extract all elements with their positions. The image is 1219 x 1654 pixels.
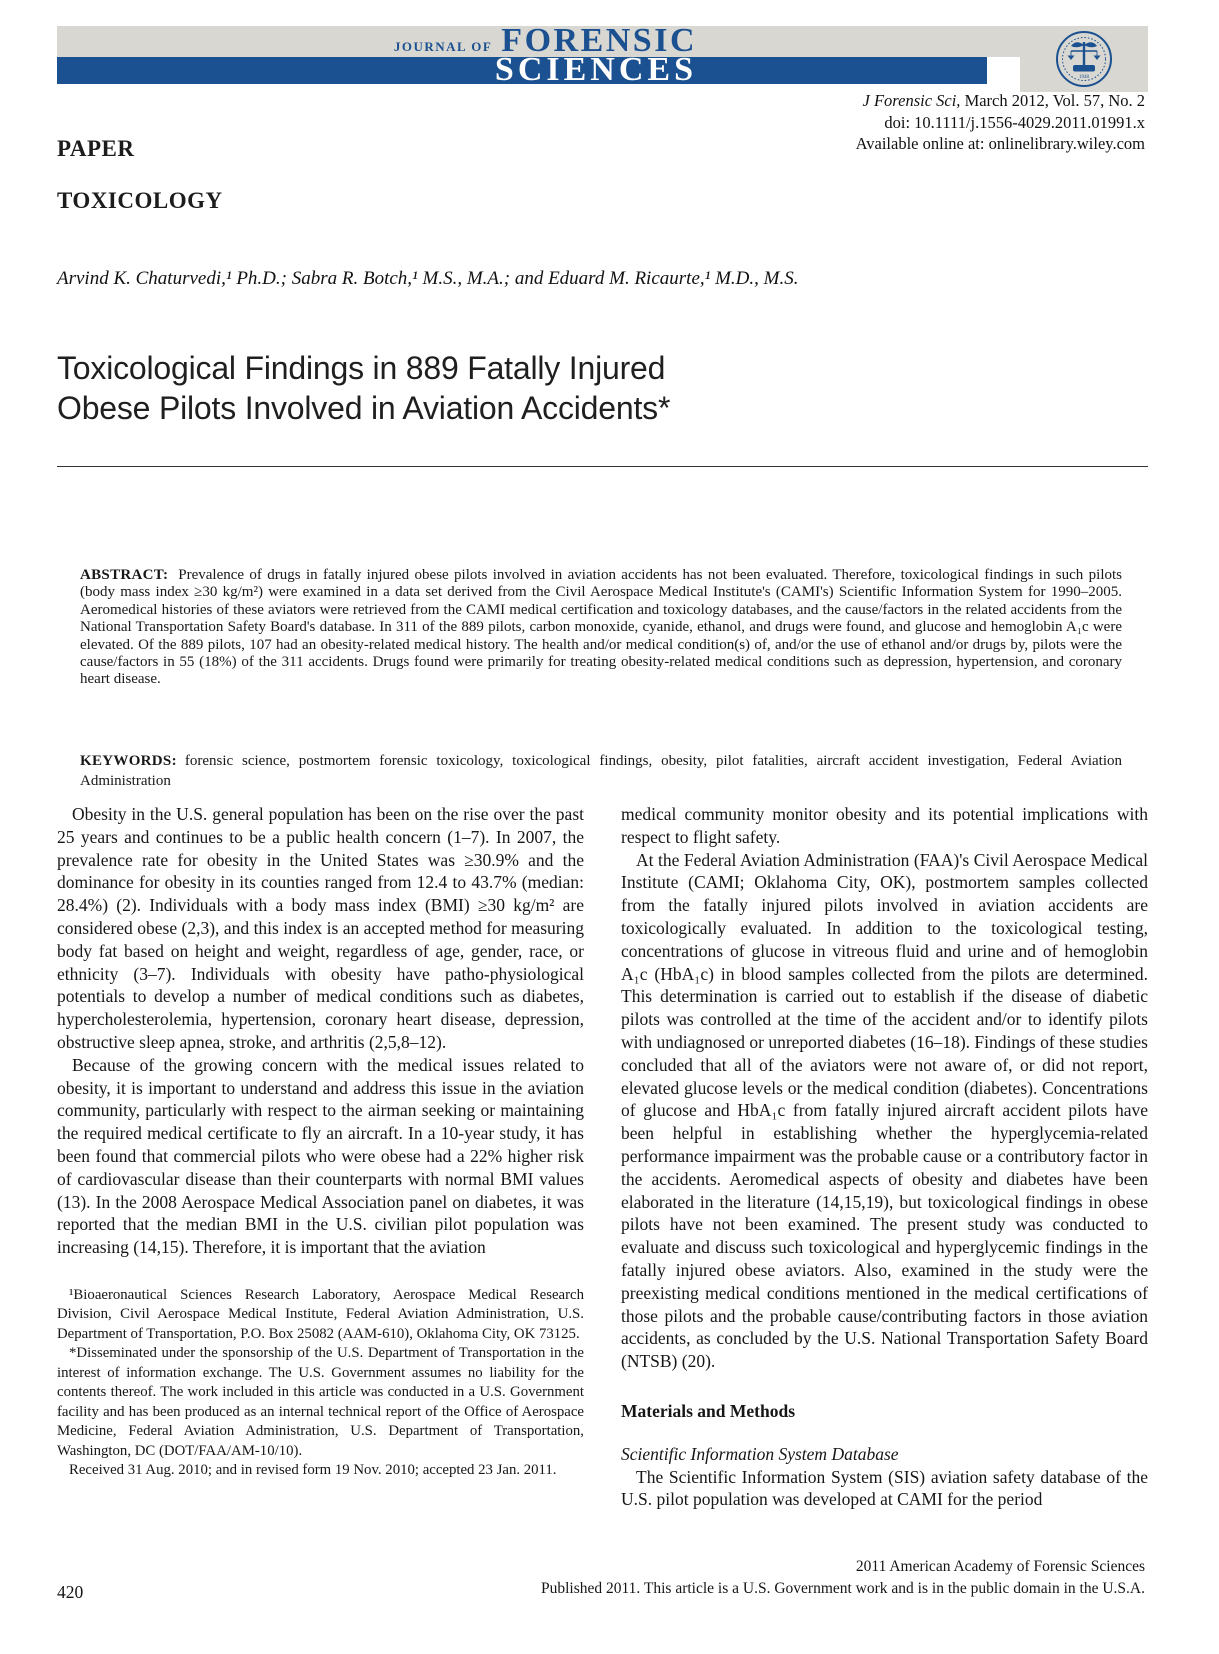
journal-title-forensic: FORENSIC: [501, 22, 697, 59]
body-paragraph: Because of the growing concern with the medical issues related to obesity, it is important to understand and address this issue in the aviation community, particularly with respect to the airman seeking or maintaining the required medical certificate to fly an aircraft. In a 10-year study, it has been found that commercial pilots who were obese had a 22% higher risk of cardiovascular disease than their counterparts with normal BMI values (13). In the 2008 Aerospace Medical Association panel on diabetes, it was reported that the median BMI in the U.S. civilian pilot population was increasing (14,15). Therefore, it is important that the aviation: [57, 1054, 584, 1258]
journal-title-sciences: SCIENCES: [494, 51, 697, 88]
keywords-label: KEYWORDS:: [80, 753, 177, 769]
authors-line: Arvind K. Chaturvedi,¹ Ph.D.; Sabra R. Botch,¹ M.S., M.A.; and Eduard M. Ricaurte,¹ M.D., M.S.: [57, 268, 799, 289]
citation-volume-line: J Forensic Sci, March 2012, Vol. 57, No. 2: [862, 91, 1145, 110]
journal-masthead: [57, 22, 1148, 92]
keywords-paragraph: [80, 752, 1122, 791]
materials-methods-heading: Materials and Methods: [621, 1400, 796, 1421]
article-title: [57, 348, 670, 428]
citation-doi: doi: 10.1111/j.1556-4029.2011.01991.x: [884, 112, 1145, 132]
received-dates-footnote: Received 31 Aug. 2010; and in revised form 19 Nov. 2010; accepted 23 Jan. 2011.: [69, 1462, 557, 1479]
body-paragraph: medical community monitor obesity and its potential implications with respect to flight safety.: [621, 804, 1148, 847]
copyright-line: 2011 American Academy of Forensic Sciences: [855, 1558, 1145, 1575]
article-title-line1: Toxicological Findings in 889 Fatally Injured: [57, 350, 666, 386]
page-number: 420: [57, 1582, 84, 1602]
public-domain-line: Published 2011. This article is a U.S. Government work and is in the public domain in the U.S.A.: [540, 1580, 1145, 1597]
journal-wordmark: [57, 22, 697, 88]
body-columns: [57, 803, 1148, 1511]
paper-label: PAPER: [57, 136, 135, 161]
abstract-text: Prevalence of drugs in fatally injured obese pilots involved in aviation accidents has not been evaluated. Therefore, toxicological findings in such pilots (body mass index ≥30 kg/m²) were examined in a data set derived from the Civil Aerospace Medical Institute's (CAMI's) Scientific Information System for 1990–2005. Aeromedical histories of these aviators were retrieved from the CAMI medical certification and toxicology databases, and the cause/factors in the related accidents from the National Transportation Safety Board's database. In 311 of the 889 pilots, carbon monoxide, cyanide, ethanol, and drugs were found, and glucose and hemoglobin A₁c were elevated. Of the 889 pilots, 107 had an obesity-related medical history. The health and/or medical condition(s) of, and/or the use of ethanol and/or drugs by, pilots were the cause/factors in 55 (18%) of the 311 accidents. Drugs found were primarily for treating obesity-related medical conditions such as depression, hypertension, and coronary heart disease.: [80, 567, 1122, 688]
citation-block: [856, 90, 1145, 155]
aafs-seal-box: [1020, 26, 1148, 92]
affiliation-footnote: ¹Bioaeronautical Sciences Research Laboratory, Aerospace Medical Research Division, Civil Aerospace Medical Institute, Federal Aviation Administration, U.S. Department of Transportation, P.O. Box 25082 (AAM-610), Oklahoma City, OK 73125.: [57, 1286, 584, 1342]
copyright-block: [541, 1556, 1145, 1600]
journal-of-label: JOURNAL OF: [393, 39, 493, 54]
title-divider: [57, 466, 1148, 467]
category-label: TOXICOLOGY: [57, 188, 223, 213]
citation-availability: Available online at: onlinelibrary.wiley.com: [855, 134, 1145, 153]
keywords-text: forensic science, postmortem forensic toxicology, toxicological findings, obesity, pilot fatalities, aircraft accident investigation, Federal Aviation Administration: [80, 753, 1122, 789]
body-paragraph: The Scientific Information System (SIS) aviation safety database of the U.S. pilot population was developed at CAMI for the period: [621, 1466, 1148, 1510]
aafs-seal-icon: [1054, 29, 1114, 89]
footnotes-block: [57, 1286, 584, 1481]
right-column: [621, 803, 1148, 1511]
left-column: [57, 803, 584, 1511]
abstract-paragraph: [80, 567, 1122, 689]
article-title-line2: Obese Pilots Involved in Aviation Accidents*: [57, 390, 671, 426]
disclaimer-footnote: *Disseminated under the sponsorship of the U.S. Department of Transportation in the interest of information exchange. The U.S. Government assumes no liability for the contents thereof. The work included in this article was conducted in a U.S. Government facility and has been produced as an internal technical report of the Office of Aerospace Medicine, Federal Aviation Administration, U.S. Department of Transportation, Washington, DC (DOT/FAA/AM-10/10).: [57, 1345, 584, 1459]
abstract-label: ABSTRACT:: [80, 567, 169, 583]
body-paragraph: Obesity in the U.S. general population has been on the rise over the past 25 years and continues to be a public health concern (1–7). In 2007, the prevalence rate for obesity in the United States was ≥30.9% and the dominance for obesity in its counties ranged from 12.4 to 43.7% (median: 28.4%) (2). Individuals with a body mass index (BMI) ≥30 kg/m² are considered obese (2,3), and this index is an accepted method for measuring body fat based on height and weight, regardless of age, gender, race, or ethnicity (3–7). Individuals with obesity have patho-physiological potentials to develop a number of medical conditions such as diabetes, hypercholesterolemia, hypertension, coronary heart disease, depression, obstructive sleep apnea, stroke, and arthritis (2,5,8–12).: [57, 804, 584, 1052]
svg-text:1948: 1948: [1079, 75, 1089, 80]
body-paragraph: At the Federal Aviation Administration (FAA)'s Civil Aerospace Medical Institute (CAMI; Oklahoma City, OK), postmortem samples collected from the fatally injured pilots involved in aviation accidents are toxicologically evaluated. In addition to the toxicological testing, concentrations of glucose in vitreous fluid and urine and of hemoglobin A₁c (HbA₁c) in blood samples collected from the pilots are determined. This determination is carried out to establish if the disease of diabetic pilots was controlled at the time of the accident and/or to identify pilots with undiagnosed or unreported diabetes (16–18). Findings of these studies concluded that all of the aviators were not aware of, or did not report, elevated glucose levels or the medical condition (diabetes). Concentrations of glucose and HbA₁c from fatally injured aircraft accident pilots have been helpful in establishing whether the hyperglycemia-related performance impairment was the probable cause or a contributory factor in the accidents. Aeromedical aspects of obesity and diabetes have been elaborated in the literature (14,15,19), but toxicological findings in obese pilots have not been examined. The present study was conducted to evaluate and discuss such toxicological and hyperglycemic findings in the fatally injured obese aviators. Also, examined in the study were the preexisting medical conditions mentioned in the medical certifications of those pilots and the probable cause/contributing factors in those aviation accidents, as concluded by the U.S. National Transportation Safety Board (NTSB) (20).: [621, 849, 1148, 1372]
sis-database-subheading: Scientific Information System Database: [621, 1443, 899, 1464]
